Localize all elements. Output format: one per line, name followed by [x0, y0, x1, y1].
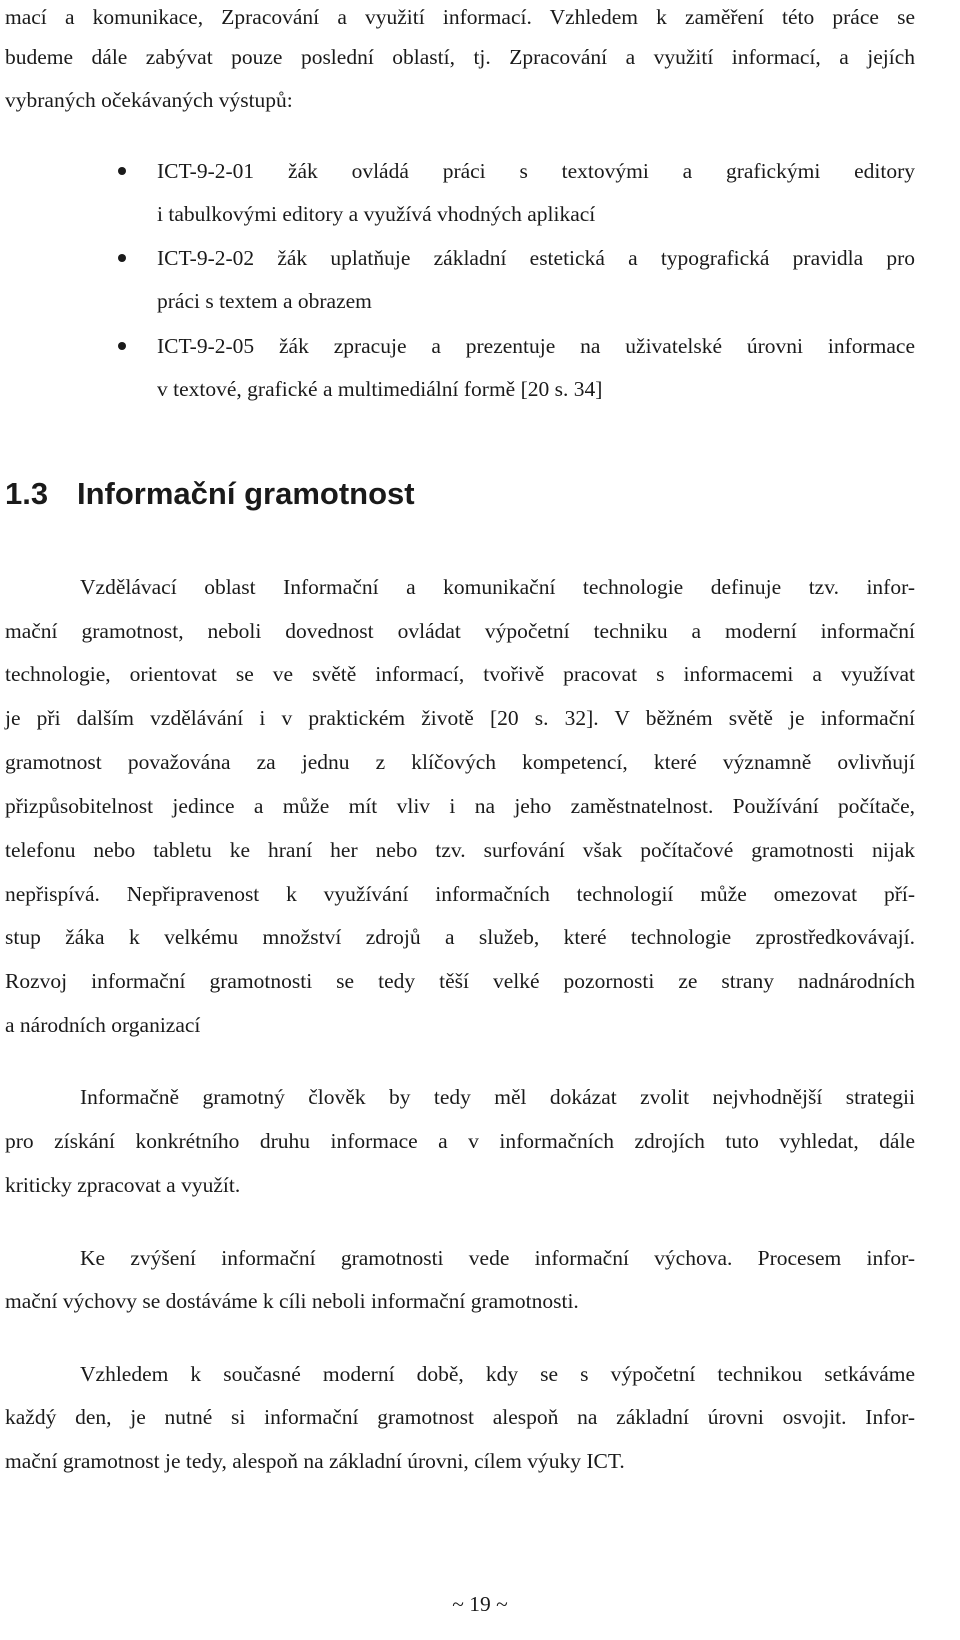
paragraph-line: Vzdělávací oblast Informační a komunikační technologie definuje tzv. infor-: [80, 575, 915, 599]
bullet-line: i tabulkovými editory a využívá vhodných aplikací: [157, 202, 596, 226]
paragraph-line: přizpůsobitelnost jedince a může mít vliv i na jeho zaměstnatelnost. Používání počítače,: [5, 794, 915, 818]
paragraph-line: kriticky zpracovat a využít.: [5, 1173, 241, 1197]
intro-line: budeme dále zabývat pouze poslední oblastí, tj. Zpracování a využití informací, a jejích: [5, 45, 915, 69]
intro-line: mací a komunikace, Zpracování a využití informací. Vzhledem k zaměření této práce se: [5, 5, 915, 29]
paragraph-line: každý den, je nutné si informační gramotnost alespoň na základní úrovni osvojit. Infor-: [5, 1405, 915, 1429]
page-number: ~ 19 ~: [452, 1592, 508, 1616]
paragraph-line: telefonu nebo tabletu ke hraní her nebo tzv. surfování však počítačové gramotnosti nijak: [5, 838, 915, 862]
section-number: 1.3: [5, 476, 49, 511]
paragraph-line: a národních organizací: [5, 1013, 201, 1037]
bullet-line: ICT-9-2-01 žák ovládá práci s textovými a grafickými editory: [157, 159, 915, 183]
paragraph-line: Rozvoj informační gramotnosti se tedy těší velké pozornosti ze strany nadnárodních: [5, 969, 915, 993]
paragraph-line: gramotnost považována za jednu z klíčových kompetencí, které významně ovlivňují: [5, 750, 915, 774]
bullet-dot-icon: [118, 254, 126, 262]
paragraph-line: nepřispívá. Nepřipravenost k využívání informačních technologií může omezovat pří-: [5, 882, 915, 906]
section-title: Informační gramotnost: [77, 476, 415, 511]
section-heading: [5, 474, 415, 514]
bullet-line: práci s textem a obrazem: [157, 289, 372, 313]
bullet-line: ICT-9-2-05 žák zpracuje a prezentuje na uživatelské úrovni informace: [157, 334, 915, 358]
intro-line: vybraných očekávaných výstupů:: [5, 88, 293, 112]
paragraph-line: pro získání konkrétního druhu informace a v informačních zdrojích tuto vyhledat, dále: [5, 1129, 915, 1153]
paragraph-line: Vzhledem k současné moderní době, kdy se s výpočetní technikou setkáváme: [80, 1362, 915, 1386]
paragraph-line: mační gramotnost je tedy, alespoň na základní úrovni, cílem výuky ICT.: [5, 1449, 625, 1473]
paragraph-line: technologie, orientovat se ve světě informací, tvořivě pracovat s informacemi a využívat: [5, 662, 915, 686]
bullet-dot-icon: [118, 342, 126, 350]
bullet-line: v textové, grafické a multimediální formě [20 s. 34]: [157, 377, 603, 401]
paragraph-line: stup žáka k velkému množství zdrojů a služeb, které technologie zprostředkovávají.: [5, 925, 915, 949]
paragraph-line: Informačně gramotný člověk by tedy měl dokázat zvolit nejvhodnější strategii: [80, 1085, 915, 1109]
bullet-line: ICT-9-2-02 žák uplatňuje základní estetická a typografická pravidla pro: [157, 246, 915, 270]
bullet-dot-icon: [118, 167, 126, 175]
paragraph-line: mační výchovy se dostáváme k cíli neboli informační gramotnosti.: [5, 1289, 579, 1313]
paragraph-line: mační gramotnost, neboli dovednost ovládat výpočetní techniku a moderní informační: [5, 619, 915, 643]
paragraph-line: Ke zvýšení informační gramotnosti vede informační výchova. Procesem infor-: [80, 1246, 915, 1270]
paragraph-line: je při dalším vzdělávání i v praktickém životě [20 s. 32]. V běžném světě je informační: [5, 706, 915, 730]
